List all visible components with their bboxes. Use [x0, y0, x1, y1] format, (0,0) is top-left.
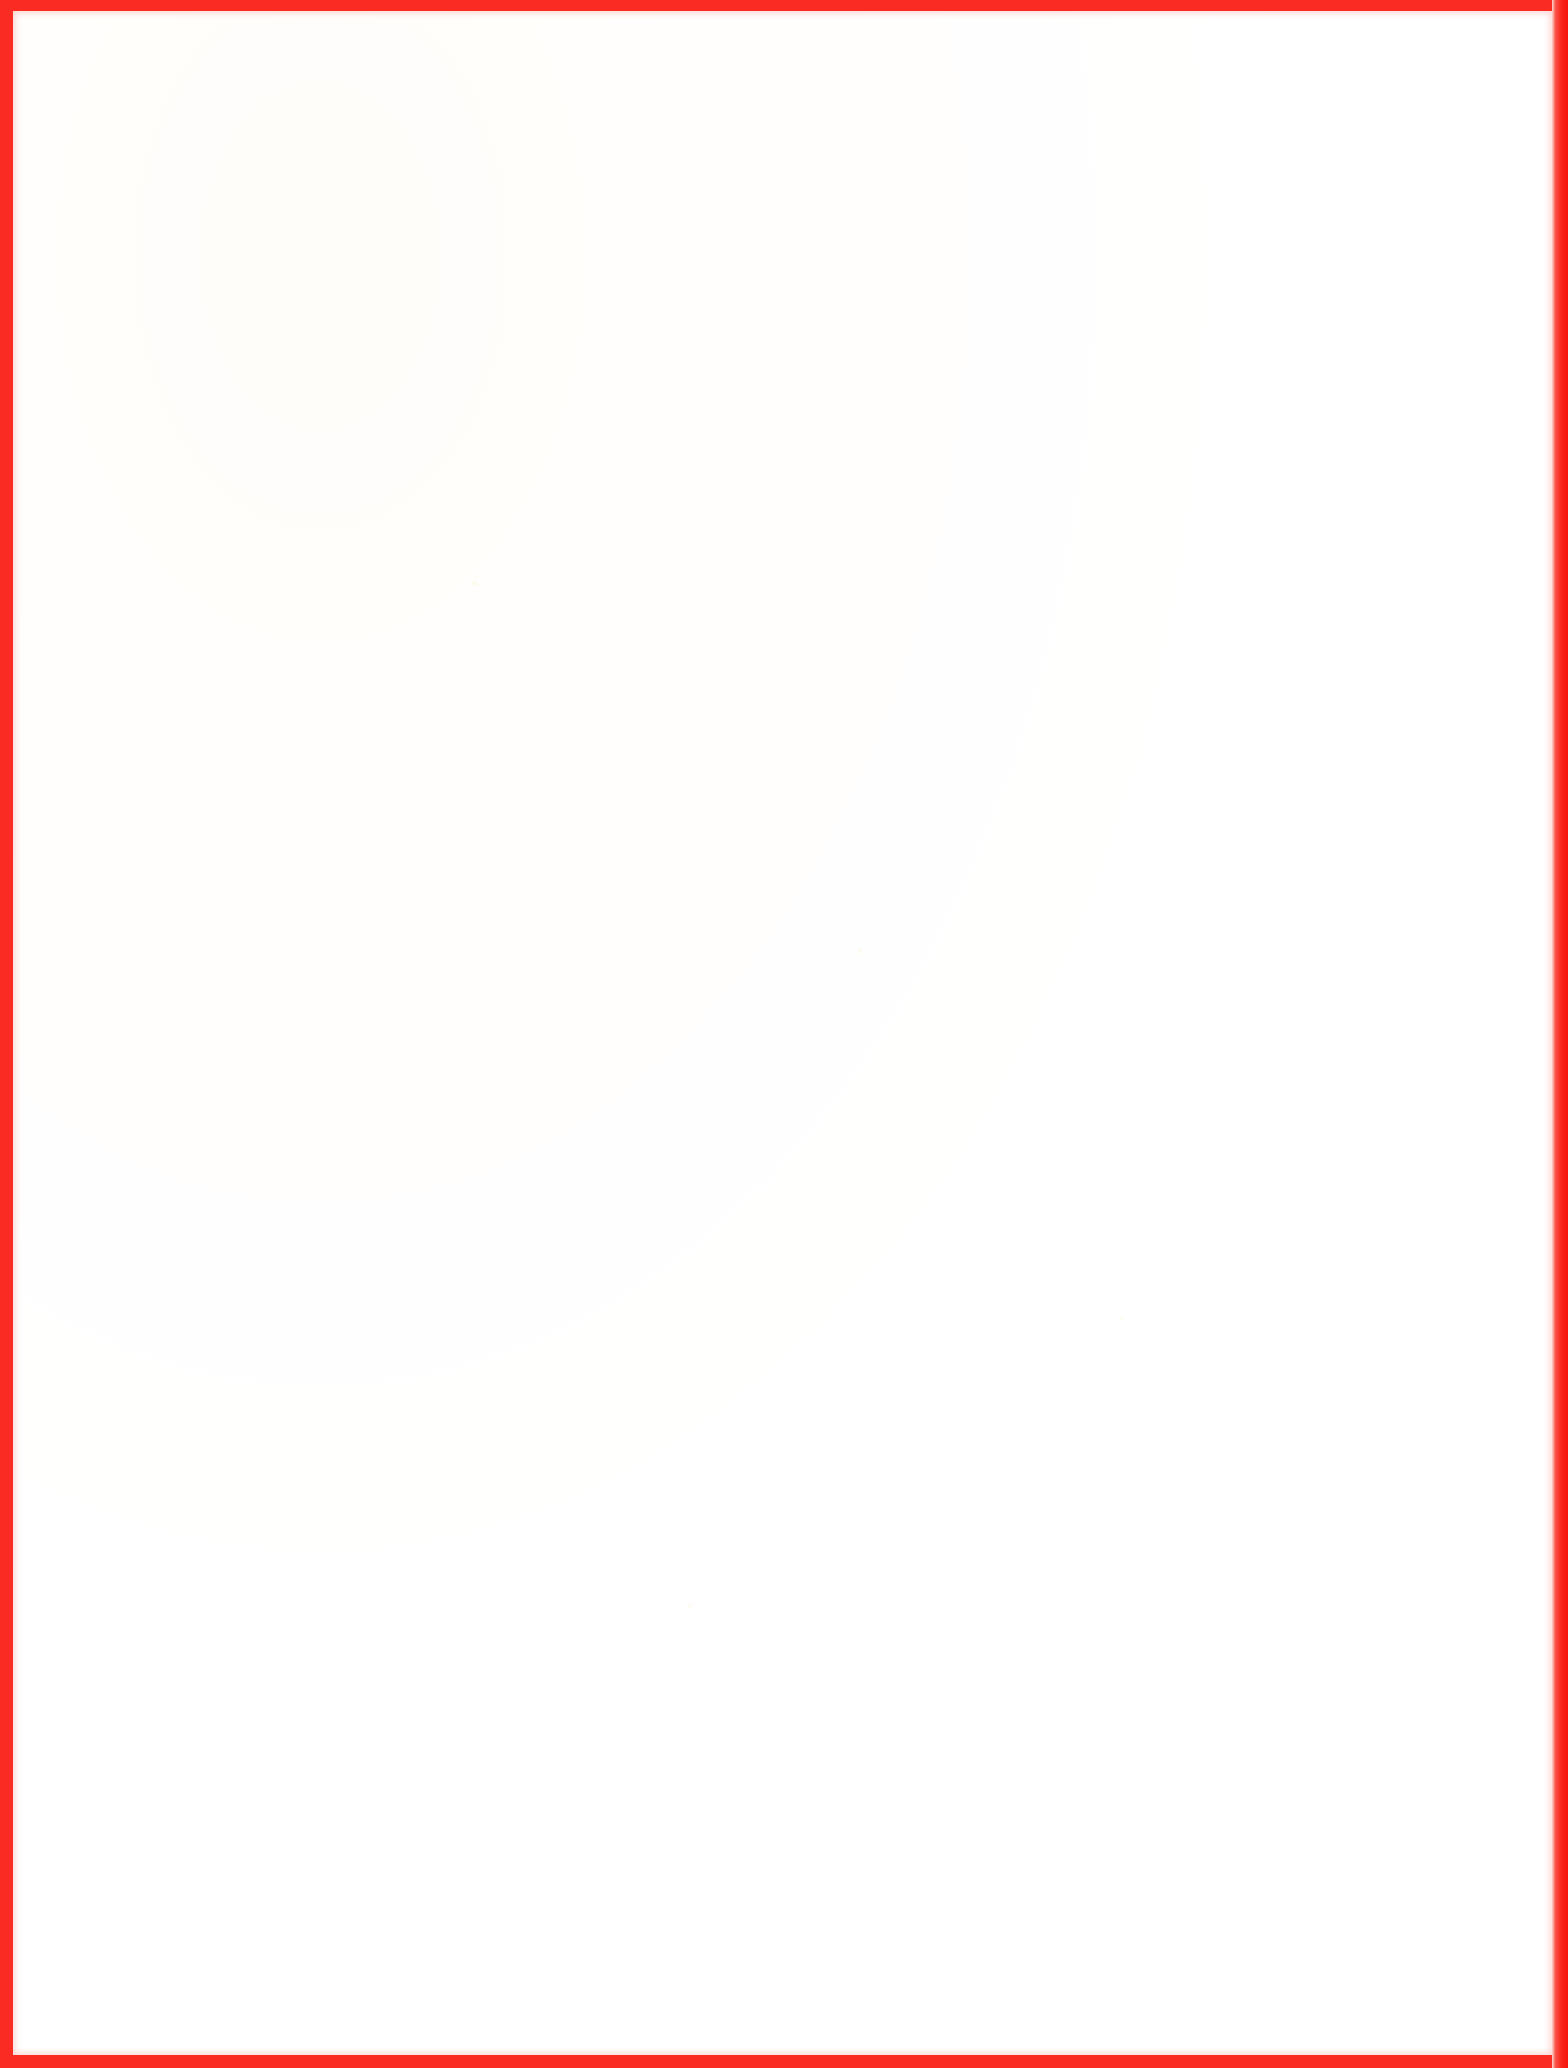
page-border-bottom	[0, 2055, 1568, 2068]
page-border-left	[0, 0, 13, 2068]
page-border-right	[1552, 0, 1568, 2068]
page-border-top	[0, 0, 1568, 11]
paper-surface	[13, 11, 1552, 2055]
